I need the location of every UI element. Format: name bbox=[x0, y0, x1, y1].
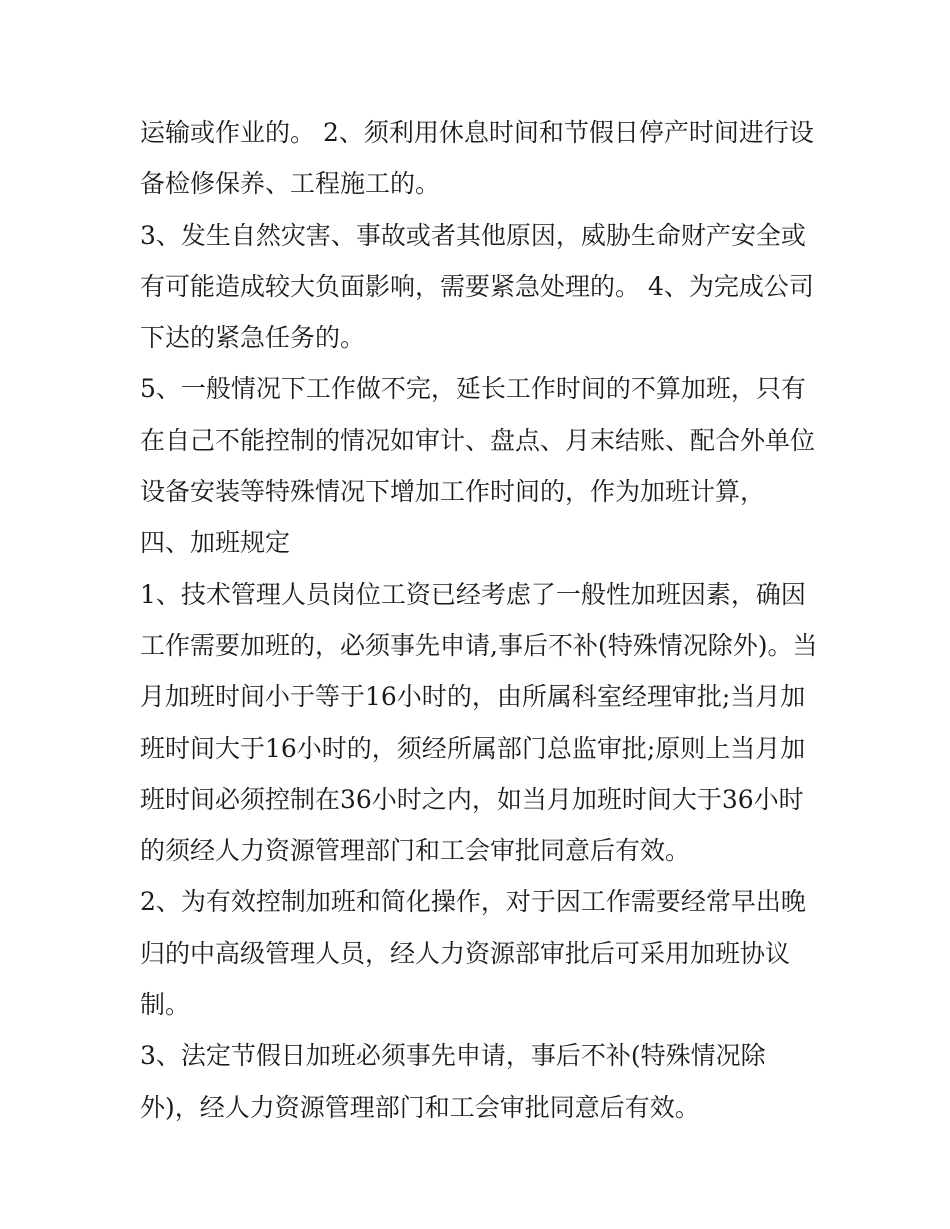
text-line: 月加班时间小于等于16小时的，由所属科室经理审批;当月加 bbox=[140, 682, 806, 712]
text-line: 班时间必须控制在36小时之内，如当月加班时间大于36小时 bbox=[140, 784, 804, 814]
text-line: 在自己不能控制的情况如审计、盘点、月末结账、配合外单位 bbox=[140, 425, 816, 455]
text-line: 的须经人力资源管理部门和工会审批同意后有效。 bbox=[140, 836, 691, 866]
text-line: 制。 bbox=[140, 990, 191, 1020]
text-line: 有可能造成较大负面影响，需要紧急处理的。 4、为完成公司 bbox=[140, 271, 814, 301]
text-line: 班时间大于16小时的，须经所属部门总监审批;原则上当月加 bbox=[140, 733, 806, 763]
text-line: 下达的紧急任务的。 bbox=[140, 323, 366, 353]
text-line: 1、技术管理人员岗位工资已经考虑了一般性加班因素，确因 bbox=[140, 579, 806, 609]
document-body bbox=[140, 107, 820, 1133]
text-line: 工作需要加班的，必须事先申请,事后不补(特殊情况除外)。当 bbox=[140, 630, 818, 660]
text-line: 运输或作业的。 2、须利用休息时间和节假日停产时间进行设 bbox=[140, 118, 814, 147]
text-line: 归的中高级管理人员，经人力资源部审批后可采用加班协议 bbox=[140, 938, 791, 968]
text-line: 外)，经人力资源管理部门和工会审批同意后有效。 bbox=[140, 1092, 700, 1122]
text-line: 3、发生自然灾害、事故或者其他原因，威胁生命财产安全或 bbox=[140, 220, 806, 250]
text-line: 2、为有效控制加班和简化操作，对于因工作需要经常早出晚 bbox=[140, 887, 806, 917]
text-line: 5、一般情况下工作做不完，延长工作时间的不算加班，只有 bbox=[140, 374, 806, 404]
section-heading: 四、加班规定 bbox=[140, 528, 291, 558]
text-line: 设备安装等特殊情况下增加工作时间的，作为加班计算， bbox=[140, 477, 766, 507]
text-line: 3、法定节假日加班必须事先申请，事后不补(特殊情况除 bbox=[140, 1041, 766, 1071]
text-line: 备检修保养、工程施工的。 bbox=[140, 169, 441, 199]
